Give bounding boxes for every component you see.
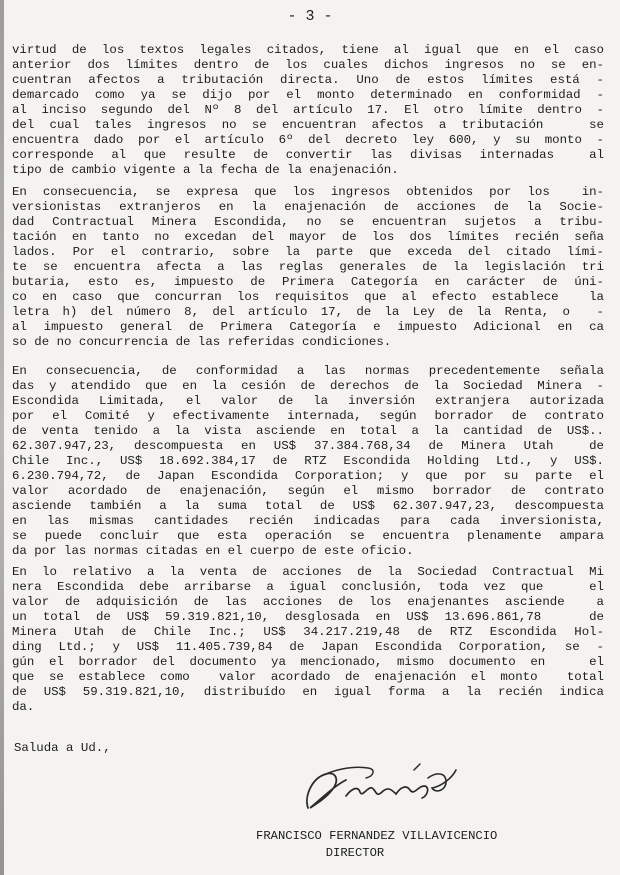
paragraph-1-line: del cual tales ingresos no se encuentran afectos a tributación se	[12, 119, 604, 132]
paragraph-4-line: valor de adquisición de las acciones de los enajenantes asciende a	[12, 596, 604, 609]
paragraph-4-line: de US$ 59.319.821,10, distribuído en igual forma a la recién indica	[12, 686, 604, 699]
handwritten-signature	[296, 756, 464, 818]
paragraph-2-line: En consecuencia, se expresa que los ingresos obtenidos por los in-	[12, 186, 604, 199]
paragraph-2-line: al impuesto general de Primera Categoría e impuesto Adicional en ca	[12, 321, 604, 334]
paragraph-2-line: lados. Por el contrario, sobre la parte que exceda del citado lími-	[12, 246, 604, 259]
paragraph-1-line: anterior dos límites dentro de los cuales dichos ingresos no se en-	[12, 59, 604, 72]
page-number: - 3 -	[287, 8, 333, 25]
paragraph-4-line: un total de US$ 59.319.821,10, desglosada en US$ 13.696.861,78 de	[12, 611, 604, 624]
paragraph-2-line: tación en tanto no excedan del mayor de los dos límites recién seña	[12, 231, 604, 244]
paragraph-2-line: butaria, esto es, impuesto de Primera Categoría en carácter de úni-	[12, 276, 604, 289]
paragraph-3-line: da por las normas citadas en el cuerpo de este oficio.	[12, 545, 414, 558]
paragraph-3-line: das y atendido que en la cesión de derechos de la Sociedad Minera -	[12, 380, 604, 393]
paragraph-4-line: nera Escondida debe arribarse a igual conclusión, toda vez que el	[12, 581, 604, 594]
paragraph-1-line: encuentra dado por el artículo 6º del decreto ley 600, y su monto -	[12, 134, 604, 147]
paragraph-2-line: dad Contractual Minera Escondida, no se encuentran sujetos a tribu-	[12, 216, 604, 229]
closing-salutation: Saluda a Ud.,	[14, 741, 111, 755]
paragraph-2-line: versionistas extranjeros en la enajenación de acciones de la Socie-	[12, 201, 604, 214]
paragraph-3-line: valor acordado de enajenación, según el mismo borrador de contrato	[12, 485, 604, 498]
paragraph-4-line: que se establece como valor acordado de enajenación el monto total	[12, 671, 604, 684]
signer-name: FRANCISCO FERNANDEZ VILLAVICENCIO	[256, 829, 498, 843]
signer-title: DIRECTOR	[325, 846, 385, 860]
scan-edge-shadow	[0, 0, 4, 875]
paragraph-3-line: Chile Inc., US$ 18.692.384,17 de RTZ Escondida Holding Ltd., y US$.	[12, 455, 604, 468]
paragraph-1-line: al inciso segundo del Nº 8 del artículo 17. El otro límite dentro -	[12, 104, 604, 117]
paragraph-1-line: demarcado como ya se dijo por el monto determinado en conformidad -	[12, 89, 604, 102]
paragraph-1-line: cuentran afectos a tributación directa. Uno de estos límites está -	[12, 74, 604, 87]
paragraph-1-line: virtud de los textos legales citados, tiene al igual que en el caso	[12, 44, 604, 57]
paragraph-4-line: ding Ltd.; y US$ 11.405.739,84 de Japan Escondida Corporation, se -	[12, 641, 604, 654]
paragraph-1-line: tipo de cambio vigente a la fecha de la enajenación.	[12, 164, 399, 177]
paragraph-3-line: asciende también a la suma total de US$ 62.307.947,23, descompuesta	[12, 500, 604, 513]
paragraph-3-line: 62.307.947,23, descompuesta en US$ 37.384.768,34 de Minera Utah de	[12, 440, 604, 453]
paragraph-2-line: so de no concurrencia de las referidas condiciones.	[12, 336, 392, 349]
paragraph-3-line: 6.230.794,72, de Japan Escondida Corporation; y que por su parte el	[12, 470, 604, 483]
paragraph-3-line: en las mismas cantidades recién indicadas para cada inversionista,	[12, 515, 604, 528]
paragraph-3-line: Escondida Limitada, el valor de la inversión extranjera autorizada	[12, 395, 604, 408]
paragraph-4-line: Minera Utah de Chile Inc.; US$ 34.217.219,48 de RTZ Escondida Hol-	[12, 626, 604, 639]
paragraph-1-line: corresponde al que resulte de convertir las divisas internadas al	[12, 149, 604, 162]
paragraph-4-line: da.	[12, 701, 35, 714]
paragraph-4-line: gún el borrador del documento ya mencionado, mismo documento en el	[12, 656, 604, 669]
paragraph-2-line: letra h) del número 8, del artículo 17, de la Ley de la Renta, o -	[12, 306, 604, 319]
paragraph-3-line: En consecuencia, de conformidad a las normas precedentemente señala	[12, 365, 604, 378]
paragraph-2-line: co en caso que concurran los requisitos que al efecto establece la	[12, 291, 604, 304]
paragraph-4-line: En lo relativo a la venta de acciones de la Sociedad Contractual Mi	[12, 566, 604, 579]
paragraph-3-line: por el Comité y efectivamente internada, según borrador de contrato	[12, 410, 604, 423]
paragraph-3-line: se puede concluir que esta operación se encuentra plenamente ampara	[12, 530, 604, 543]
paragraph-2-line: te se encuentra afecta a las reglas generales de la legislación tri	[12, 261, 604, 274]
paragraph-3-line: de venta tenido a la vista asciende en total a la cantidad de US$..	[12, 425, 604, 438]
